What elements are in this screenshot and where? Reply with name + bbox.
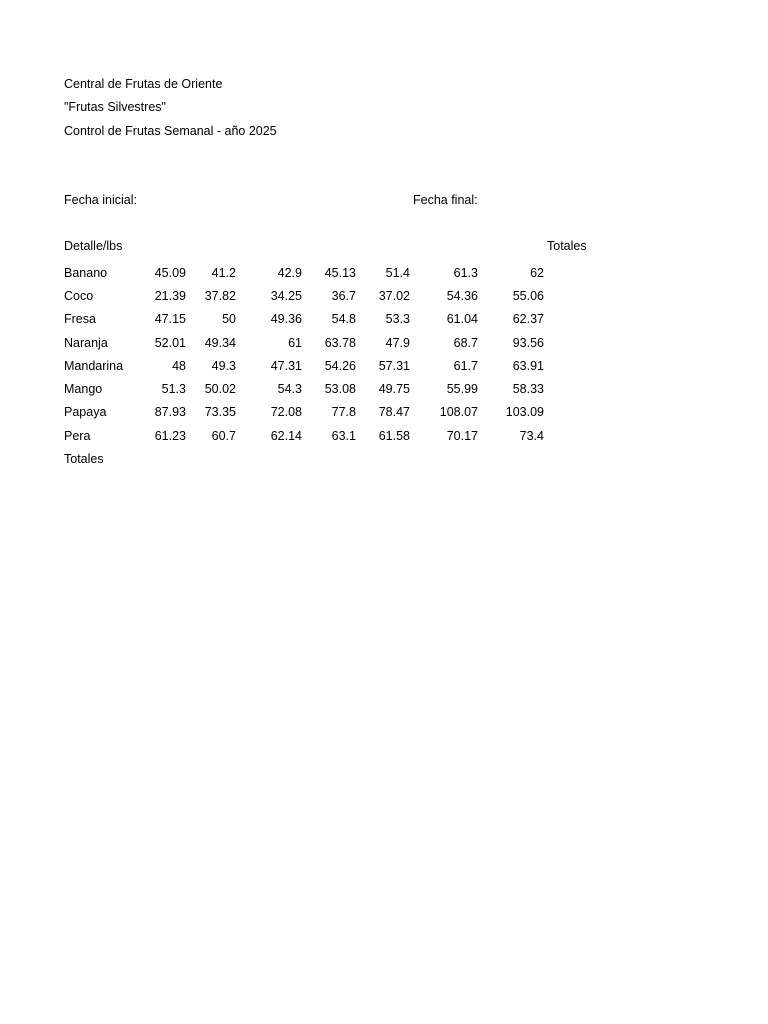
value-cell[interactable]: 49.3 bbox=[211, 358, 236, 373]
value-cell[interactable]: 61.04 bbox=[446, 312, 478, 327]
value-cell[interactable]: 47.15 bbox=[154, 312, 186, 327]
value-cell[interactable]: 34.25 bbox=[270, 288, 302, 303]
value-cell[interactable]: 77.8 bbox=[331, 405, 356, 420]
empty-total-cell[interactable] bbox=[356, 447, 410, 470]
value-cell[interactable]: 58.33 bbox=[512, 382, 544, 397]
value-cell[interactable]: 62 bbox=[530, 265, 544, 280]
fruit-name-cell[interactable]: Mandarina bbox=[64, 358, 124, 373]
table-row bbox=[64, 424, 544, 447]
value-cell[interactable]: 57.31 bbox=[378, 358, 410, 373]
fruit-table-body bbox=[64, 261, 544, 471]
fruit-name-cell[interactable]: Mango bbox=[64, 382, 103, 397]
value-cell[interactable]: 49.34 bbox=[204, 335, 236, 350]
value-cell[interactable]: 62.37 bbox=[512, 312, 544, 327]
value-cell[interactable]: 73.4 bbox=[519, 428, 544, 443]
value-cell[interactable]: 72.08 bbox=[270, 405, 302, 420]
value-cell[interactable]: 47.9 bbox=[385, 335, 410, 350]
value-cell[interactable]: 37.82 bbox=[204, 288, 236, 303]
empty-total-cell[interactable] bbox=[236, 447, 302, 470]
company-name: Central de Frutas de Oriente bbox=[64, 77, 223, 91]
fruit-name-cell[interactable]: Papaya bbox=[64, 405, 107, 420]
totals-row-label[interactable]: Totales bbox=[64, 452, 104, 467]
table-row bbox=[64, 308, 544, 331]
value-cell[interactable]: 60.7 bbox=[211, 428, 236, 443]
fruit-table bbox=[64, 261, 544, 471]
empty-total-cell[interactable] bbox=[186, 447, 236, 470]
value-cell[interactable]: 51.3 bbox=[161, 382, 186, 397]
value-cell[interactable]: 61.7 bbox=[453, 358, 478, 373]
fruit-name-cell[interactable]: Banano bbox=[64, 265, 108, 280]
value-cell[interactable]: 63.91 bbox=[512, 358, 544, 373]
value-cell[interactable]: 55.06 bbox=[512, 288, 544, 303]
value-cell[interactable]: 61.23 bbox=[154, 428, 186, 443]
value-cell[interactable]: 50 bbox=[222, 312, 236, 327]
value-cell[interactable]: 45.13 bbox=[324, 265, 356, 280]
value-cell[interactable]: 87.93 bbox=[154, 405, 186, 420]
value-cell[interactable]: 42.9 bbox=[277, 265, 302, 280]
value-cell[interactable]: 54.8 bbox=[331, 312, 356, 327]
fruit-name-cell[interactable]: Coco bbox=[64, 288, 94, 303]
empty-total-cell[interactable] bbox=[302, 447, 356, 470]
value-cell[interactable]: 61.58 bbox=[378, 428, 410, 443]
value-cell[interactable]: 49.75 bbox=[378, 382, 410, 397]
detail-header: Detalle/lbs bbox=[64, 239, 123, 253]
totals-column-header: Totales bbox=[547, 239, 587, 253]
empty-total-cell[interactable] bbox=[478, 447, 544, 470]
table-row bbox=[64, 331, 544, 354]
fruit-name-cell[interactable]: Pera bbox=[64, 428, 91, 443]
empty-total-cell[interactable] bbox=[144, 447, 186, 470]
table-row bbox=[64, 377, 544, 400]
value-cell[interactable]: 73.35 bbox=[204, 405, 236, 420]
value-cell[interactable]: 36.7 bbox=[331, 288, 356, 303]
value-cell[interactable]: 52.01 bbox=[154, 335, 186, 350]
value-cell[interactable]: 70.17 bbox=[446, 428, 478, 443]
value-cell[interactable]: 53.3 bbox=[385, 312, 410, 327]
value-cell[interactable]: 62.14 bbox=[270, 428, 302, 443]
value-cell[interactable]: 61 bbox=[288, 335, 302, 350]
report-title: Control de Frutas Semanal - año 2025 bbox=[64, 124, 277, 138]
end-date-label: Fecha final: bbox=[413, 193, 478, 207]
fruit-name-cell[interactable]: Fresa bbox=[64, 312, 96, 327]
table-row bbox=[64, 354, 544, 377]
value-cell[interactable]: 78.47 bbox=[378, 405, 410, 420]
store-name: "Frutas Silvestres" bbox=[64, 100, 166, 114]
value-cell[interactable]: 54.36 bbox=[446, 288, 478, 303]
value-cell[interactable]: 47.31 bbox=[270, 358, 302, 373]
value-cell[interactable]: 103.09 bbox=[505, 405, 544, 420]
value-cell[interactable]: 45.09 bbox=[154, 265, 186, 280]
value-cell[interactable]: 63.1 bbox=[331, 428, 356, 443]
value-cell[interactable]: 54.26 bbox=[324, 358, 356, 373]
empty-total-cell[interactable] bbox=[410, 447, 478, 470]
value-cell[interactable]: 37.02 bbox=[378, 288, 410, 303]
table-row bbox=[64, 401, 544, 424]
value-cell[interactable]: 68.7 bbox=[453, 335, 478, 350]
value-cell[interactable]: 41.2 bbox=[211, 265, 236, 280]
value-cell[interactable]: 49.36 bbox=[270, 312, 302, 327]
value-cell[interactable]: 54.3 bbox=[277, 382, 302, 397]
totals-row bbox=[64, 447, 544, 470]
fruit-name-cell[interactable]: Naranja bbox=[64, 335, 108, 350]
value-cell[interactable]: 61.3 bbox=[453, 265, 478, 280]
value-cell[interactable]: 51.4 bbox=[385, 265, 410, 280]
value-cell[interactable]: 108.07 bbox=[439, 405, 478, 420]
value-cell[interactable]: 55.99 bbox=[446, 382, 478, 397]
value-cell[interactable]: 63.78 bbox=[324, 335, 356, 350]
value-cell[interactable]: 93.56 bbox=[512, 335, 544, 350]
table-row bbox=[64, 261, 544, 284]
value-cell[interactable]: 53.08 bbox=[324, 382, 356, 397]
start-date-label: Fecha inicial: bbox=[64, 193, 137, 207]
table-row bbox=[64, 284, 544, 307]
value-cell[interactable]: 48 bbox=[172, 358, 186, 373]
value-cell[interactable]: 50.02 bbox=[204, 382, 236, 397]
value-cell[interactable]: 21.39 bbox=[154, 288, 186, 303]
